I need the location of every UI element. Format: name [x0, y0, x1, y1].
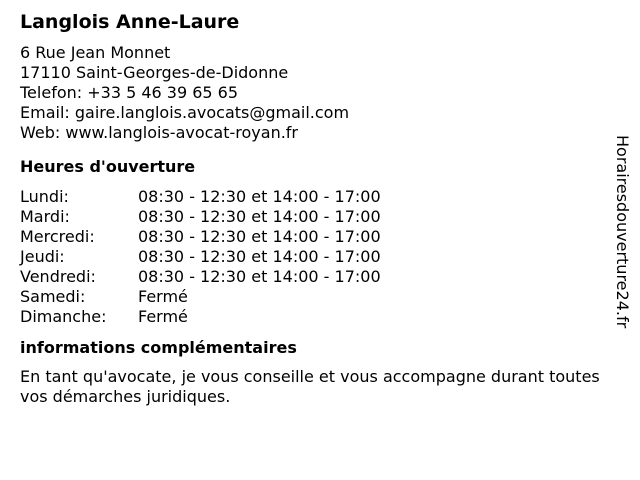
day-hours: 08:30 - 12:30 et 14:00 - 17:00: [138, 187, 381, 206]
business-card: [20, 10, 610, 407]
info-text: En tant qu'avocate, je vous conseille et vous accompagne durant toutes vos démarches juridiques.: [20, 367, 600, 406]
day-hours: 08:30 - 12:30 et 14:00 - 17:00: [138, 207, 381, 226]
address-city: 17110 Saint-Georges-de-Didonne: [20, 63, 289, 82]
hours-title: Heures d'ouverture: [20, 157, 196, 176]
phone-line[interactable]: Telefon: +33 5 46 39 65 65: [20, 83, 239, 102]
day-hours: 08:30 - 12:30 et 14:00 - 17:00: [138, 227, 381, 246]
day-hours: Fermé: [138, 287, 188, 306]
day-hours: 08:30 - 12:30 et 14:00 - 17:00: [138, 247, 381, 266]
day-label: Mardi:: [20, 207, 70, 226]
hours-row-sunday: [20, 307, 610, 327]
day-hours: 08:30 - 12:30 et 14:00 - 17:00: [138, 267, 381, 286]
site-watermark: Horairesdouverture24.fr: [613, 135, 632, 329]
email-line[interactable]: Email: gaire.langlois.avocats@gmail.com: [20, 103, 350, 122]
day-label: Mercredi:: [20, 227, 95, 246]
day-label: Dimanche:: [20, 307, 107, 326]
hours-row-saturday: [20, 287, 610, 307]
info-title: informations complémentaires: [20, 338, 297, 357]
hours-row-friday: [20, 267, 610, 287]
hours-row-wednesday: [20, 227, 610, 247]
hours-row-monday: [20, 187, 610, 207]
day-hours: Fermé: [138, 307, 188, 326]
website-line[interactable]: Web: www.langlois-avocat-royan.fr: [20, 123, 299, 142]
hours-row-tuesday: [20, 207, 610, 227]
day-label: Vendredi:: [20, 267, 96, 286]
day-label: Lundi:: [20, 187, 69, 206]
hours-row-thursday: [20, 247, 610, 267]
hours-table: [20, 187, 610, 327]
address-street: 6 Rue Jean Monnet: [20, 43, 171, 62]
day-label: Samedi:: [20, 287, 86, 306]
day-label: Jeudi:: [20, 247, 65, 266]
business-name: Langlois Anne-Laure: [20, 11, 240, 33]
